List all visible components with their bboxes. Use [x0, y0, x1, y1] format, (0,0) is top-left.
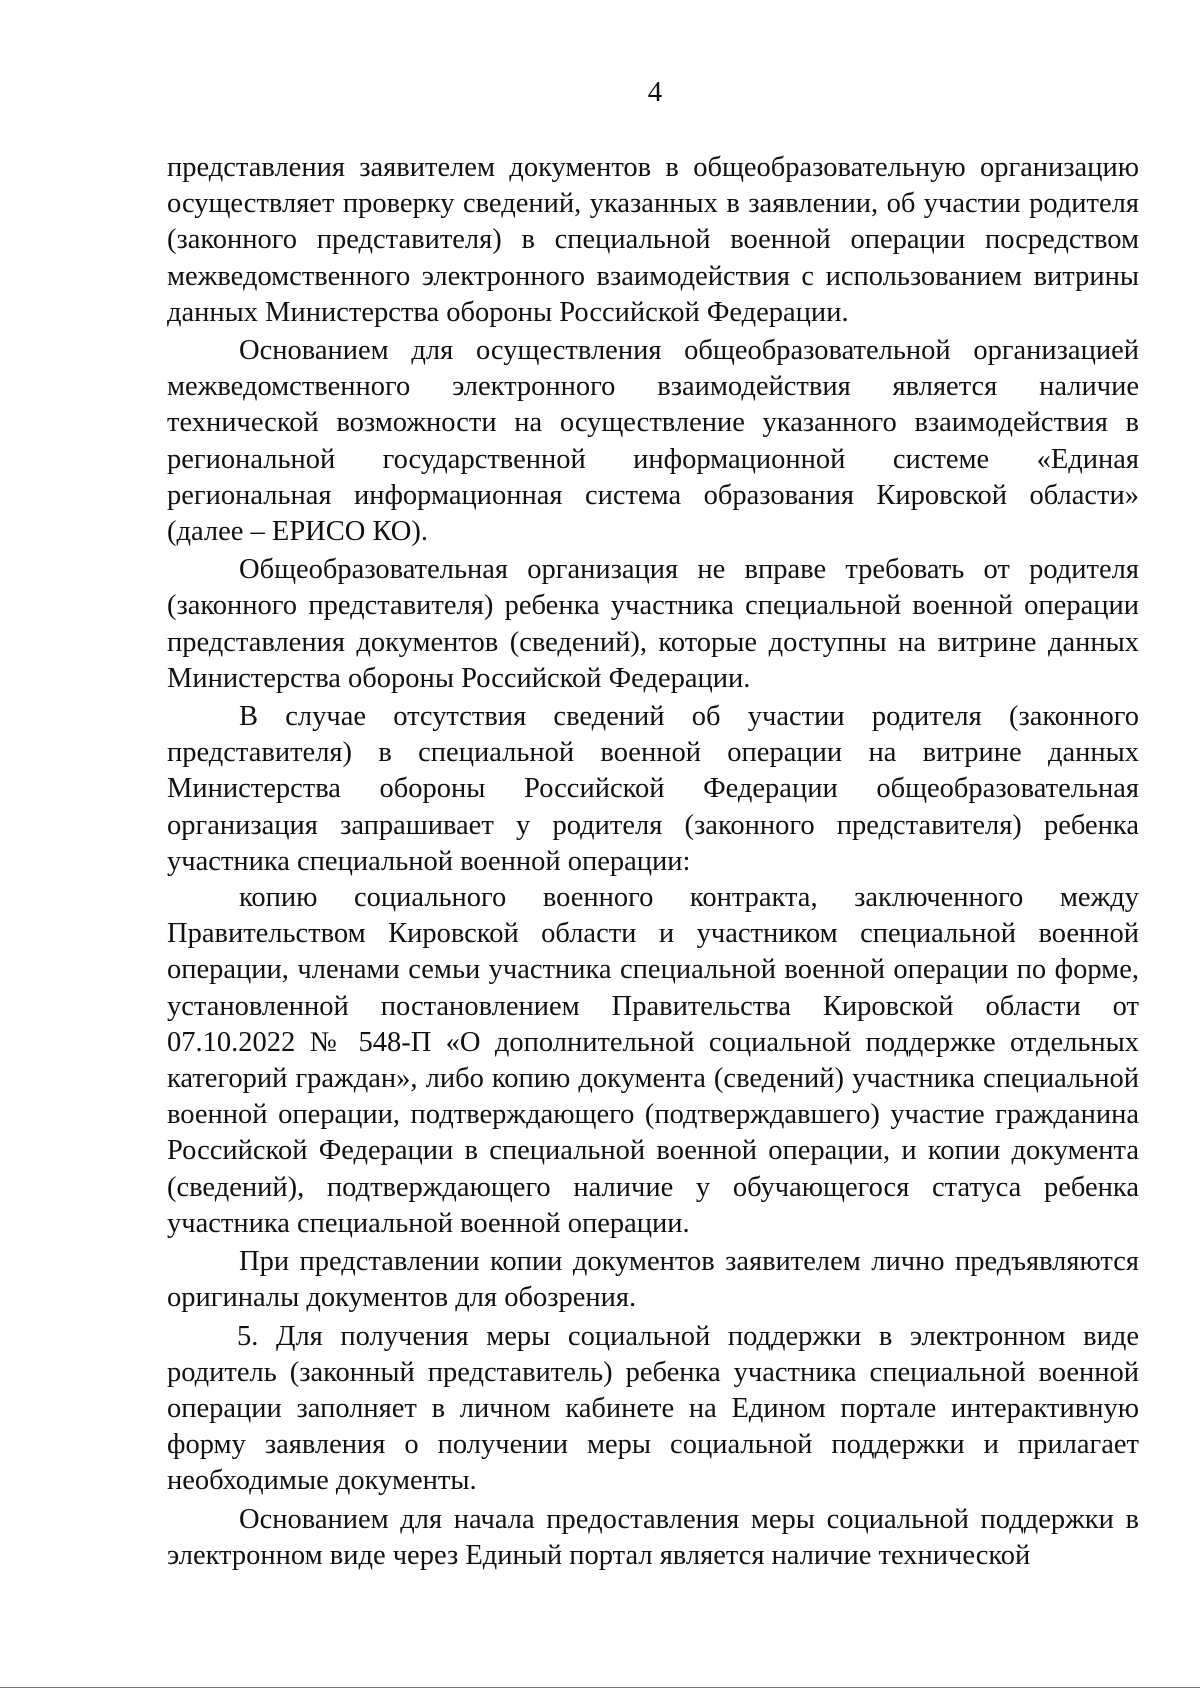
paragraph-contract-copy: копию социального военного контракта, заключенного между Правительством Кировской области и участником специальной военной операции, членами семьи участника специальной военной операции по форме, установленной постановлением Правительства Кировской области от 07.10.2022 № 548-П «О дополнительной социальной поддержке отдельных категорий граждан», либо копию документа (сведений) участника специальной военной операции, подтверждающего (подтверждавшего) участие гражданина Российской Федерации в специальной военной операции, и копии документа (сведений), подтверждающего наличие у обучающегося статуса ребенка участника специальной военной операции.: [167, 882, 1139, 1239]
paragraph-originals: При представлении копии документов заявителем лично предъявляются оригиналы документов для обозрения.: [167, 1246, 1139, 1314]
page-number: 4: [647, 76, 663, 108]
paragraph-absence-of-data: В случае отсутствия сведений об участии родителя (законного представителя) в специальной военной операции на витрине данных Министерства обороны Российской Федерации общеобразовательная организация запрашивает у родителя (законного представителя) ребенка участника специальной военной операции:: [167, 701, 1139, 877]
document-body: [167, 150, 1139, 1574]
paragraph-item-5: 5. Для получения меры социальной поддержки в электронном виде родитель (законный представитель) ребенка участника специальной военной операции заполняет в личном кабинете на Едином портале интерактивную форму заявления о получении меры социальной поддержки и прилагает необходимые документы.: [167, 1320, 1139, 1497]
paragraph-electronic-basis: Основанием для начала предоставления меры социальной поддержки в электронном виде через Единый портал является наличие технической: [167, 1503, 1139, 1571]
paragraph-basis-interaction: Основанием для осуществления общеобразовательной организацией межведомственного электронного взаимодействия является наличие технической возможности на осуществление указанного взаимодействия в региональной государственной информационной системе «Единая региональная информационная система образования Кировской области» (далее – ЕРИСО КО).: [167, 335, 1139, 548]
paragraph-not-entitled: Общеобразовательная организация не вправе требовать от родителя (законного представителя) ребенка участника специальной военной операции представления документов (сведений), которые доступны на витрине данных Министерства обороны Российской Федерации.: [167, 554, 1139, 694]
bottom-edge-line: [0, 1687, 1200, 1688]
paragraph-continuation: представления заявителем документов в общеобразовательную организацию осуществляет проверку сведений, указанных в заявлении, об участии родителя (законного представителя) в специальной военной операции посредством межведомственного электронного взаимодействия с использованием витрины данных Министерства обороны Российской Федерации.: [167, 152, 1139, 328]
